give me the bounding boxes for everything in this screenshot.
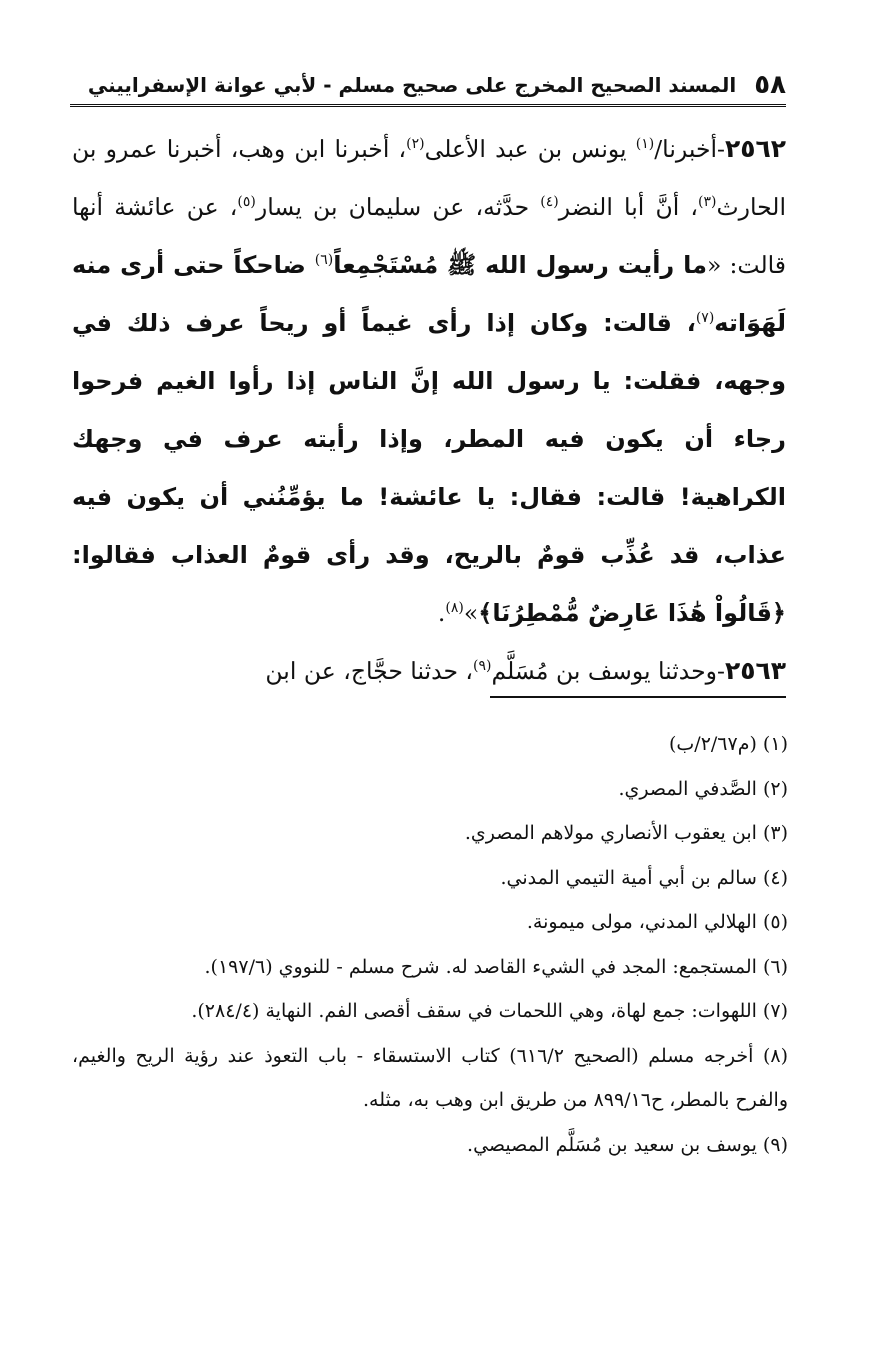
matn-text: ضاحكاً حتى أرى منه لَهَوَاته bbox=[72, 251, 786, 337]
isnad-text: ، حدثنا حجَّاج، عن ابن bbox=[265, 657, 474, 685]
page-number: ٥٨ bbox=[754, 70, 786, 100]
footnote-ref[interactable]: (٧) bbox=[695, 310, 715, 327]
isnad-text: -وحدثنا يوسف بن مُسَلَّم bbox=[491, 657, 725, 685]
footnote-item: (٥) الهلالي المدني، مولى ميمونة. bbox=[526, 911, 788, 933]
matn-text: ما رأيت رسول الله ﷺ مُسْتَجْمِعاً bbox=[333, 251, 708, 279]
hadith-number: ٢٥٦٢ bbox=[724, 134, 786, 163]
footnotes bbox=[72, 722, 788, 1167]
hadith-2562 bbox=[72, 120, 786, 642]
main-text bbox=[72, 120, 786, 700]
hadith-2563 bbox=[72, 642, 786, 700]
matn-text: ، قالت: وكان إذا رأى غيماً أو ريحاً عرف ذلك في وجهه، فقلت: يا رسول الله إنَّ الناس إذا رأوا الغيم فرحوا رجاء أن يكون فيه المطر، وإذا رأيته عرف في وجهك الكراهية! قالت: فقال: يا عائشة! ما يؤمِّنُني أن يكون فيه عذاب، قد عُذِّب قومٌ بالريح، وقد رأى قومٌ العذاب فقالوا: ﴿قَالُواْ هَٰذَا عَارِضٌ مُّمْطِرُنَا﴾ bbox=[72, 309, 786, 627]
isnad-text: حدَّثه، عن سليمان بن يسار bbox=[255, 193, 541, 221]
isnad-text: -أخبرنا/ bbox=[654, 135, 725, 163]
isnad-text: ، عن عائشة أنها قالت: « bbox=[72, 193, 787, 279]
end-dot: . bbox=[437, 599, 446, 627]
hadith-number: ٢٥٦٣ bbox=[724, 656, 786, 685]
footnote-item: (٩) يوسف بن سعيد بن مُسَلَّم المصيصي. bbox=[467, 1133, 788, 1156]
isnad-text: ، أخبرنا ابن وهب، أخبرنا عمرو بن الحارث bbox=[72, 135, 786, 221]
footnote-divider bbox=[490, 696, 786, 698]
footnote-item: (٨) أخرجه مسلم (الصحيح ٦١٦/٢) كتاب الاستسقاء - باب التعوذ عند رؤية الريح والغيم، والفرح بالمطر، ح٨٩٩/١٦ من طريق ابن وهب به، مثله. bbox=[72, 1044, 789, 1111]
footnote-ref[interactable]: (٥) bbox=[237, 194, 256, 211]
isnad-text: ، أنَّ أبا النضر bbox=[558, 193, 699, 221]
footnote-ref[interactable]: (٩) bbox=[473, 658, 492, 675]
footnote-ref[interactable]: (٨) bbox=[445, 600, 464, 617]
closing-quote: » bbox=[463, 599, 479, 627]
footnote-ref[interactable]: (٢) bbox=[406, 136, 425, 153]
footnote-item: (٧) اللهوات: جمع لهاة، وهي اللحمات في سقف أقصى الفم. النهاية (٢٨٤/٤). bbox=[191, 1000, 788, 1022]
isnad-text: يونس بن عبد الأعلى bbox=[424, 135, 636, 163]
footnote-ref[interactable]: (٤) bbox=[540, 194, 559, 211]
footnote-item: (٣) ابن يعقوب الأنصاري مولاهم المصري. bbox=[464, 822, 788, 844]
footnote-ref[interactable]: (١) bbox=[635, 136, 655, 153]
footnote-item: (٢) الصَّدفي المصري. bbox=[618, 777, 788, 800]
page-header bbox=[70, 62, 786, 107]
footnote-ref[interactable]: (٣) bbox=[698, 194, 717, 211]
footnote-item: (٦) المستجمع: المجد في الشيء القاصد له. شرح مسلم - للنووي (١٩٧/٦). bbox=[204, 955, 788, 978]
running-title: المسند الصحيح المخرج على صحيح مسلم - لأبي عوانة الإسفراييني bbox=[87, 73, 737, 97]
footnote-ref[interactable]: (٦) bbox=[314, 252, 334, 269]
footnote-item: (١) (م٢/٦٧/ب) bbox=[668, 733, 788, 755]
footnote-item: (٤) سالم بن أبي أمية التيمي المدني. bbox=[500, 866, 788, 889]
